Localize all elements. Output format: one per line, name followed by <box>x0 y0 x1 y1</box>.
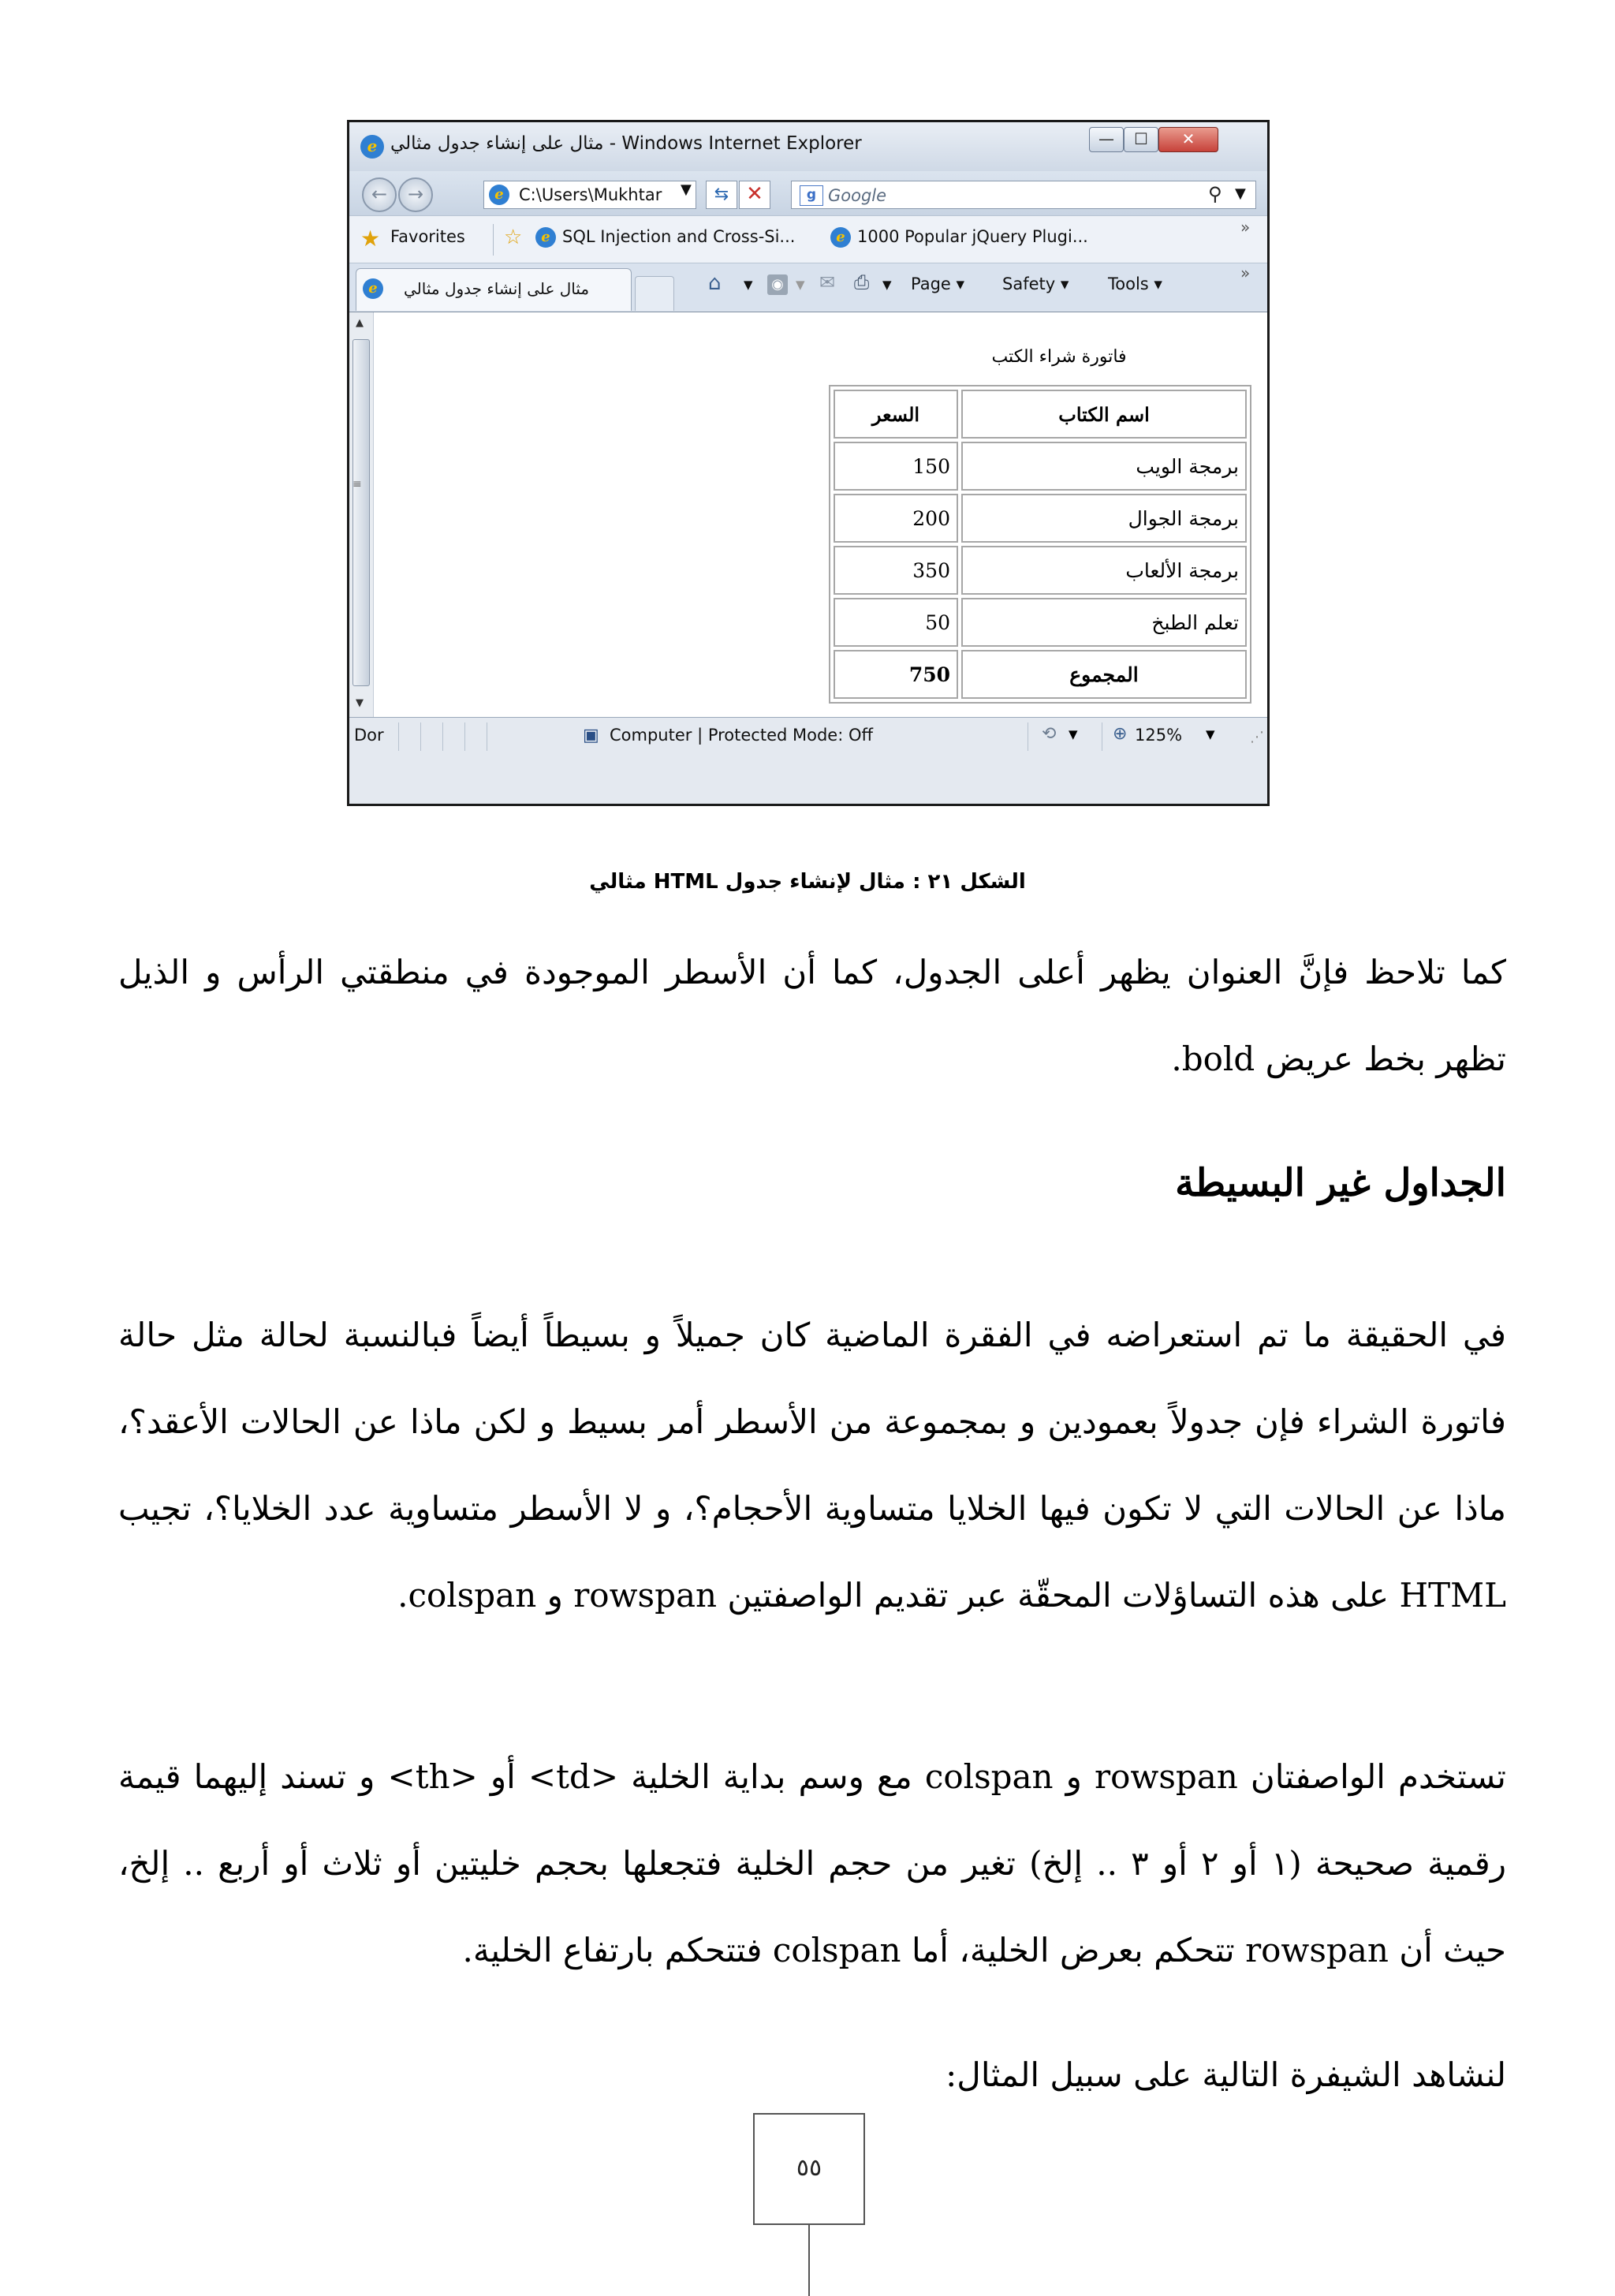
section-heading: الجداول غير البسيطة <box>1175 1161 1506 1205</box>
feeds-dropdown-icon[interactable]: ▼ <box>796 278 805 292</box>
page-content <box>349 312 1267 718</box>
print-dropdown-icon[interactable]: ▼ <box>882 278 892 292</box>
table-caption: فاتورة شراء الكتب <box>991 347 1127 367</box>
zoom-icon[interactable]: ⊕ <box>1113 724 1128 744</box>
window-title: مثال على إنشاء جدول مثالي - Windows Internet Explorer <box>390 133 862 154</box>
tab-bar <box>349 263 1267 311</box>
favorites-button[interactable]: Favorites <box>390 227 465 246</box>
figure-caption: الشكل ٢١ : مثال لإنشاء جدول HTML مثالي <box>589 870 1026 894</box>
total-label-cell: المجموع <box>961 650 1247 699</box>
divider <box>464 722 465 751</box>
tab-active[interactable] <box>356 268 632 311</box>
mail-icon[interactable]: ✉ <box>819 271 836 293</box>
tools-menu[interactable]: Tools ▾ <box>1108 274 1162 293</box>
table-row <box>834 442 1247 491</box>
table-row <box>834 598 1247 647</box>
price-cell: 200 <box>834 494 958 543</box>
page-ie-icon: e <box>489 185 509 205</box>
computer-zone-icon: ▣ <box>583 726 599 745</box>
google-logo-icon: g <box>800 185 823 206</box>
header-price: السعر <box>834 390 958 439</box>
favorite-link-jquery[interactable]: 1000 Popular jQuery Plugi... <box>857 227 1088 246</box>
scroll-up-icon[interactable]: ▲ <box>356 317 364 329</box>
tab-ie-icon: e <box>363 278 383 299</box>
link-ie-icon: e <box>830 227 851 248</box>
paragraph-complex-tables: في الحقيقة ما تم استعراضه في الفقرة الماضية كان جميلاً و بسيطاً أيضاً فبالنسبة لحالة مثل حالة فاتورة الشراء فإن جدولاً بعمودين و بمجموعة من الأسطر أمر بسيط و لكن ماذا عن الحالات الأعقد؟، ماذا عن الحالات التي لا تكون فيها الخلايا متساوية الأحجام؟، و لا الأسطر متساوية عدد الخلايا؟، تجيب HTML على هذه التساؤلات المحقّة عبر تقديم الواصفتين rowspan و colspan. <box>118 1316 1506 1615</box>
table-footer-row <box>834 650 1247 699</box>
zoom-dropdown-icon[interactable]: ▼ <box>1206 727 1215 741</box>
link-ie-icon: e <box>535 227 556 248</box>
page-number-line <box>808 2225 810 2296</box>
grip-icon: ≡ <box>352 478 362 491</box>
minimize-icon: — <box>1098 129 1114 148</box>
price-cell: 150 <box>834 442 958 491</box>
new-tab-button[interactable] <box>635 276 674 311</box>
invoice-table <box>829 385 1251 704</box>
chevron-more-icon[interactable]: » <box>1240 263 1251 282</box>
book-name-cell: برمجة الويب <box>961 442 1247 491</box>
book-name-cell: تعلم الطبخ <box>961 598 1247 647</box>
ie-logo-icon: e <box>360 135 384 159</box>
navigation-bar <box>349 171 1267 215</box>
favorites-star-icon[interactable]: ★ <box>360 226 381 252</box>
print-icon[interactable]: ⎙ <box>854 271 870 293</box>
security-zone[interactable]: Computer | Protected Mode: Off <box>610 726 873 745</box>
forward-arrow-icon: → <box>407 183 424 205</box>
scroll-thumb[interactable] <box>352 339 370 686</box>
stop-button[interactable] <box>739 181 770 209</box>
favorites-bar <box>349 215 1267 263</box>
favorite-link-sql[interactable]: SQL Injection and Cross-Si... <box>562 227 796 246</box>
minimize-button[interactable] <box>1089 127 1124 152</box>
status-text: Dor <box>354 726 384 745</box>
refresh-button[interactable] <box>706 181 737 209</box>
maximize-icon: ☐ <box>1134 129 1148 148</box>
resize-grip-icon[interactable]: ⋰ <box>1250 729 1264 745</box>
search-placeholder: Google <box>828 186 887 205</box>
browser-window-screenshot <box>347 120 1270 806</box>
search-input[interactable] <box>791 181 1256 209</box>
vertical-scrollbar[interactable] <box>349 312 374 718</box>
header-book-name: اسم الكتاب <box>961 390 1247 439</box>
paragraph-example-lead: لنشاهد الشيفرة التالية على سبيل المثال: <box>946 2055 1506 2094</box>
feeds-icon[interactable]: ◉ <box>767 274 788 295</box>
search-icon[interactable]: ⚲ <box>1208 183 1222 205</box>
divider <box>442 722 443 751</box>
scroll-down-icon[interactable]: ▼ <box>356 697 364 709</box>
home-icon[interactable]: ⌂ <box>708 271 722 295</box>
title-bar <box>349 122 1267 171</box>
book-name-cell: برمجة الجوال <box>961 494 1247 543</box>
divider <box>398 722 399 751</box>
search-dropdown-icon[interactable]: ▼ <box>1235 185 1246 202</box>
paragraph-intro: كما تلاحظ فإنَّ العنوان يظهر أعلى الجدول، كما أن الأسطر الموجودة في منطقتي الرأس و الذيل تظهر بخط عريض bold. <box>118 953 1506 1078</box>
address-bar[interactable] <box>483 181 696 209</box>
close-icon: ✕ <box>1181 129 1195 148</box>
back-arrow-icon: ← <box>371 183 388 205</box>
maximize-button[interactable] <box>1124 127 1158 152</box>
stop-icon: ✕ <box>746 182 763 206</box>
chevron-more-icon[interactable]: » <box>1240 218 1251 237</box>
add-favorite-icon[interactable]: ☆ <box>504 226 523 249</box>
table-row <box>834 494 1247 543</box>
total-value-cell: 750 <box>834 650 958 699</box>
addon-dropdown-icon[interactable]: ▼ <box>1069 727 1078 741</box>
back-button[interactable] <box>362 177 397 212</box>
divider <box>493 224 494 256</box>
address-dropdown-icon[interactable]: ▼ <box>681 181 692 198</box>
zoom-level[interactable]: 125% <box>1135 726 1183 745</box>
refresh-icon: ⇆ <box>714 185 729 204</box>
forward-button[interactable] <box>398 177 433 212</box>
paragraph-rowspan-colspan: تستخدم الواصفتان rowspan و colspan مع وسم بداية الخلية <td> أو <th> و تسند إليهما قيمة رقمية صحيحة (١ أو ٢ أو ٣ .. إلخ) تغير من حجم الخلية فتجعلها بحجم خليتين أو ثلاث أو أربع .. إلخ، حيث أن rowspan تتحكم بعرض الخلية، أما colspan فتتحكم بارتفاع الخلية. <box>118 1757 1507 1969</box>
page-menu[interactable]: Page ▾ <box>911 274 965 293</box>
book-name-cell: برمجة الألعاب <box>961 546 1247 595</box>
tab-title: مثال على إنشاء جدول مثالي <box>404 279 590 298</box>
addon-icon[interactable]: ⟲ <box>1042 724 1057 744</box>
status-bar <box>349 717 1267 805</box>
page-number: ٥٥ <box>796 2154 822 2182</box>
page-number-box <box>753 2113 865 2225</box>
home-dropdown-icon[interactable]: ▼ <box>744 278 753 292</box>
table-row <box>834 546 1247 595</box>
safety-menu[interactable]: Safety ▾ <box>1002 274 1069 293</box>
price-cell: 50 <box>834 598 958 647</box>
address-text: C:\Users\Mukhtar <box>519 185 662 204</box>
divider <box>420 722 421 751</box>
close-button[interactable] <box>1158 127 1218 152</box>
price-cell: 350 <box>834 546 958 595</box>
table-header-row <box>834 390 1247 439</box>
